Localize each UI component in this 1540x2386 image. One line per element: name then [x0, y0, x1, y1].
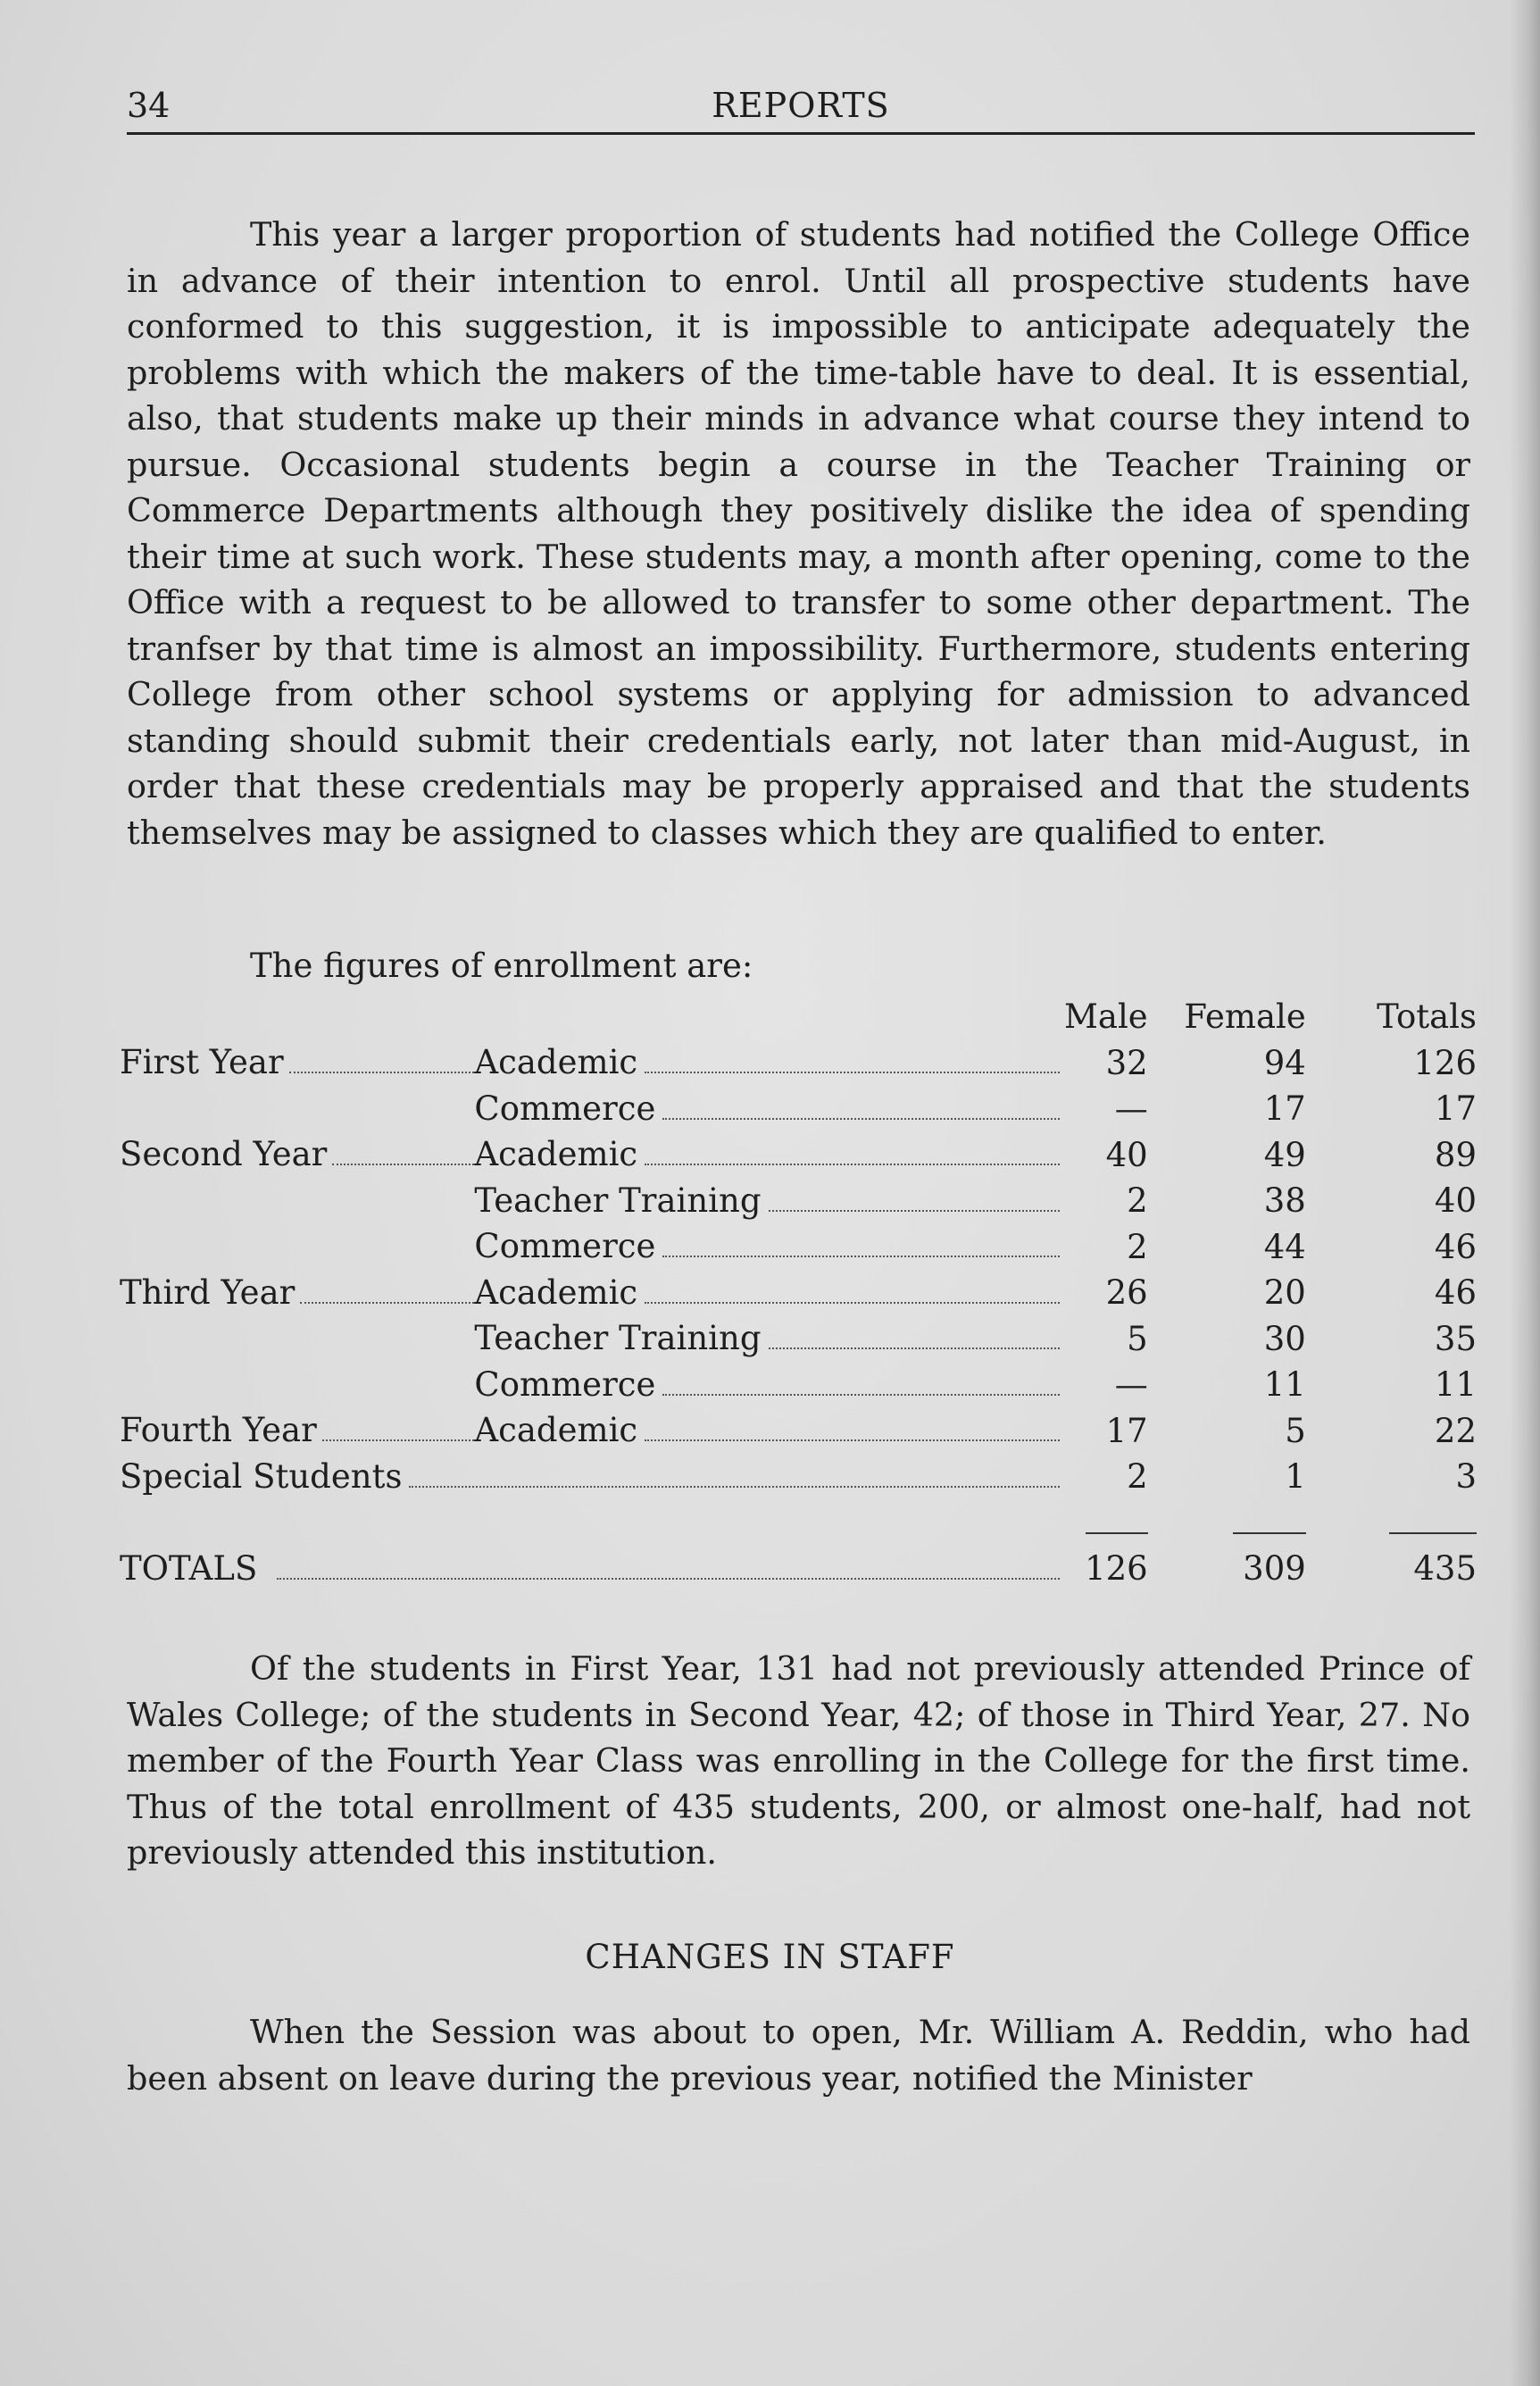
row-course-cell — [474, 1040, 1063, 1087]
row-year-cell — [120, 1086, 474, 1132]
totals-row — [120, 1546, 1477, 1592]
row-year-label: Fourth Year — [120, 1411, 317, 1450]
row-course-label: Commerce — [474, 1227, 656, 1266]
row-course-cell — [474, 1270, 1063, 1316]
paragraph-enrolment-notice — [127, 212, 1470, 855]
row-male-value: 2 — [1127, 1227, 1148, 1266]
row-total-value: 17 — [1434, 1089, 1477, 1129]
row-female-value: 38 — [1263, 1181, 1306, 1221]
dot-leader — [662, 1394, 1060, 1396]
page-number: 34 — [127, 86, 171, 125]
row-course-leader — [474, 1135, 1074, 1174]
dot-leader — [300, 1302, 474, 1304]
paragraph-text: Of the students in First Year, 131 had not previously attended Prince of Wales College; of the students in Second Year, 42; of those in Third Year, 27. No member of the Fourth Year Class was enrolling in the College for the first time. Thus of the total enrollment of 435 students, 200, or almost one-half, had not previously attended this institution. — [127, 1649, 1470, 1872]
row-course-label: Academic — [474, 1043, 638, 1082]
row-course-leader — [474, 1273, 1074, 1313]
row-year-cell — [120, 1454, 1063, 1500]
row-female-value: 5 — [1285, 1411, 1306, 1450]
row-course-cell — [474, 1408, 1063, 1455]
table-header-row — [120, 994, 1477, 1040]
dot-leader — [277, 1578, 1060, 1580]
dot-leader — [645, 1439, 1060, 1441]
table-row — [120, 1224, 1477, 1271]
row-course-cell — [474, 1362, 1063, 1408]
row-female-value: 94 — [1263, 1043, 1306, 1082]
row-female-value: 11 — [1263, 1365, 1306, 1405]
dot-leader — [332, 1164, 474, 1165]
row-male-value: 2 — [1127, 1457, 1148, 1497]
row-male-value: 5 — [1127, 1319, 1148, 1358]
row-total-value: 22 — [1434, 1411, 1477, 1450]
dot-leader — [645, 1164, 1060, 1165]
page-edge-shadow — [1510, 0, 1540, 2386]
row-year-leader — [120, 1411, 474, 1450]
dot-leader — [409, 1486, 1060, 1488]
row-male-value: — — [1114, 1089, 1148, 1129]
row-year-label: Second Year — [120, 1135, 328, 1174]
totals-label-cell — [120, 1546, 1063, 1592]
dot-leader — [289, 1072, 475, 1073]
sum-rule-cell — [1148, 1500, 1306, 1547]
sum-rule-line — [1389, 1532, 1477, 1534]
sum-rule-row — [120, 1500, 1477, 1547]
row-total-value: 126 — [1413, 1043, 1477, 1082]
table-row — [120, 1178, 1477, 1224]
table-intro: The figures of enrollment are: — [250, 947, 753, 985]
sum-rule-line — [1086, 1532, 1148, 1534]
row-year-label: First Year — [120, 1043, 284, 1082]
row-course-leader — [474, 1043, 1074, 1082]
header-female: Female — [1184, 997, 1306, 1037]
row-female-value: 1 — [1285, 1457, 1306, 1497]
page-header — [127, 82, 1475, 135]
totals-male-value: 126 — [1085, 1549, 1148, 1589]
header-male: Male — [1064, 997, 1148, 1037]
row-label-leader — [120, 1457, 1074, 1497]
row-total-value: 46 — [1434, 1273, 1477, 1313]
row-total-value: 46 — [1434, 1227, 1477, 1266]
row-course-label: Academic — [474, 1411, 638, 1450]
row-course-label: Teacher Training — [474, 1319, 762, 1358]
table-row — [120, 1454, 1477, 1500]
row-year-cell — [120, 1178, 474, 1224]
header-totals: Totals — [1377, 997, 1477, 1037]
row-course-label: Academic — [474, 1135, 638, 1174]
section-heading: CHANGES IN STAFF — [585, 1938, 955, 1976]
table-row — [120, 1040, 1477, 1087]
row-male-value: 40 — [1105, 1135, 1148, 1174]
row-course-leader — [474, 1089, 1074, 1129]
table-row — [120, 1408, 1477, 1455]
row-course-cell — [474, 1086, 1063, 1132]
table-row — [120, 1362, 1477, 1408]
table-row — [120, 1132, 1477, 1179]
row-course-label: Academic — [474, 1272, 638, 1312]
paragraph-first-time-students — [127, 1646, 1470, 1876]
row-total-value: 35 — [1434, 1319, 1477, 1358]
row-female-value: 20 — [1263, 1273, 1306, 1313]
row-year-cell — [120, 1224, 474, 1271]
paragraph-text: This year a larger proportion of students had notified the College Office in advance of their intention to enrol. Until all prospective students have conformed to this suggestion, it is impossible to anticipate adequately the problems with which the makers of the time-table have to deal. It is essential, also, that students make up their minds in advance what course they intend to pursue. Occasional students begin a course in the Teacher Training or Commerce Departments although they positively dislike the idea of spending their time at such work. These students may, a month after opening, come to the Office with a request to be allowed to transfer to some other department. The tranfser by that time is almost an impossibility. Furthermore, students entering College from other school systems or applying for admission to advanced standing should submit their credentials early, not later than mid-August, in order that these credentials may be properly appraised and that the students themselves may be assigned to classes which they are qualified to enter. — [127, 215, 1470, 852]
totals-label: TOTALS — [120, 1548, 258, 1588]
table-row — [120, 1086, 1477, 1132]
row-total-value: 3 — [1455, 1457, 1477, 1497]
row-total-value: 11 — [1434, 1365, 1477, 1405]
row-year-cell — [120, 1270, 474, 1316]
row-year-leader — [120, 1043, 474, 1082]
row-year-cell — [120, 1316, 474, 1363]
spacer-cell — [120, 1500, 474, 1547]
row-male-value: 17 — [1105, 1411, 1148, 1450]
running-head: REPORTS — [712, 86, 890, 125]
row-course-label: Teacher Training — [474, 1180, 762, 1220]
row-female-value: 49 — [1263, 1135, 1306, 1174]
row-course-leader — [474, 1365, 1074, 1405]
row-male-value: 26 — [1105, 1273, 1148, 1313]
dot-leader — [645, 1302, 1060, 1304]
row-course-cell — [474, 1224, 1063, 1271]
paragraph-text: When the Session was about to open, Mr. William A. Reddin, who had been absent on leave during the previous year, notified the Minister — [127, 2013, 1470, 2098]
row-year-cell — [120, 1040, 474, 1087]
row-year-label: Special Students — [120, 1456, 403, 1496]
row-course-cell — [474, 1316, 1063, 1363]
row-course-label: Commerce — [474, 1364, 656, 1404]
enrollment-table — [120, 994, 1477, 1592]
row-male-value: — — [1114, 1365, 1148, 1405]
row-year-cell — [120, 1132, 474, 1179]
table-row — [120, 1270, 1477, 1316]
dot-leader — [769, 1347, 1061, 1349]
row-total-value: 89 — [1434, 1135, 1477, 1174]
row-course-cell — [474, 1132, 1063, 1179]
row-year-leader — [120, 1135, 474, 1174]
spacer-cell — [474, 1500, 1063, 1547]
row-male-value: 32 — [1105, 1043, 1148, 1082]
dot-leader — [645, 1072, 1060, 1073]
row-course-cell — [474, 1178, 1063, 1224]
row-female-value: 17 — [1263, 1089, 1306, 1129]
row-total-value: 40 — [1434, 1181, 1477, 1221]
row-course-leader — [474, 1181, 1074, 1221]
row-course-leader — [474, 1227, 1074, 1266]
totals-total-value: 435 — [1413, 1549, 1477, 1589]
row-course-leader — [474, 1411, 1074, 1450]
row-year-cell — [120, 1362, 474, 1408]
sum-rule-cell — [1063, 1500, 1147, 1547]
dot-leader — [322, 1439, 475, 1441]
totals-leader — [120, 1549, 1074, 1589]
dot-leader — [662, 1118, 1060, 1120]
row-course-label: Commerce — [474, 1089, 656, 1128]
paragraph-staff-changes — [127, 2009, 1470, 2101]
row-female-value: 30 — [1263, 1319, 1306, 1358]
sum-rule-cell — [1306, 1500, 1477, 1547]
row-year-label: Third Year — [120, 1272, 296, 1312]
row-female-value: 44 — [1263, 1227, 1306, 1266]
dot-leader — [769, 1210, 1061, 1212]
dot-leader — [662, 1256, 1060, 1257]
row-year-leader — [120, 1273, 474, 1313]
totals-female-value: 309 — [1243, 1549, 1306, 1589]
table-row — [120, 1316, 1477, 1363]
row-year-cell — [120, 1408, 474, 1455]
row-course-leader — [474, 1319, 1074, 1358]
sum-rule-line — [1233, 1532, 1306, 1534]
row-male-value: 2 — [1127, 1181, 1148, 1221]
